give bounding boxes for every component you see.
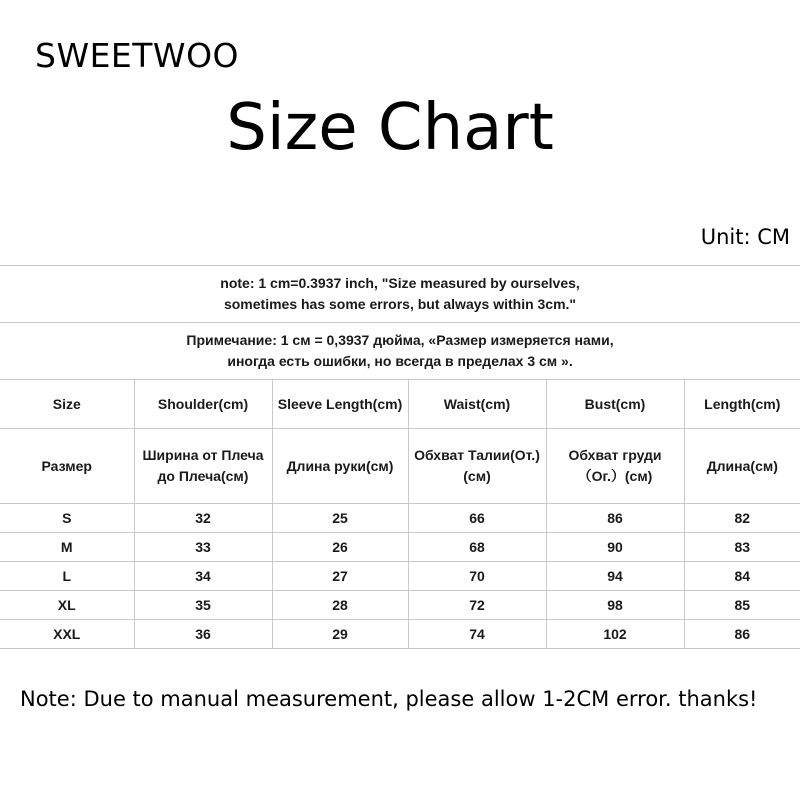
table-row bbox=[0, 504, 800, 533]
shoulder-cell: 36 bbox=[134, 620, 272, 649]
note-russian-row bbox=[0, 323, 800, 380]
sleeve-cell: 27 bbox=[272, 562, 408, 591]
bust-cell: 86 bbox=[546, 504, 684, 533]
length-cell: 82 bbox=[684, 504, 800, 533]
header-sleeve-length-ru: Длина руки(см) bbox=[272, 429, 408, 504]
header-length-ru: Длина(см) bbox=[684, 429, 800, 504]
waist-cell: 74 bbox=[408, 620, 546, 649]
header-row-russian bbox=[0, 429, 800, 504]
length-cell: 86 bbox=[684, 620, 800, 649]
header-size: Size bbox=[0, 380, 134, 429]
table-row bbox=[0, 533, 800, 562]
length-cell: 84 bbox=[684, 562, 800, 591]
header-waist: Waist(cm) bbox=[408, 380, 546, 429]
table-row bbox=[0, 562, 800, 591]
waist-cell: 72 bbox=[408, 591, 546, 620]
table-row bbox=[0, 620, 800, 649]
note-russian-line: Примечание: 1 см = 0,3937 дюйма, «Размер измеряется нами, bbox=[186, 332, 614, 348]
header-shoulder-ru: Ширина от Плеча до Плеча(см) bbox=[134, 429, 272, 504]
size-cell: XL bbox=[0, 591, 134, 620]
header-length: Length(cm) bbox=[684, 380, 800, 429]
waist-cell: 66 bbox=[408, 504, 546, 533]
shoulder-cell: 32 bbox=[134, 504, 272, 533]
table-row bbox=[0, 591, 800, 620]
waist-cell: 70 bbox=[408, 562, 546, 591]
page-title: Size Chart bbox=[226, 91, 554, 165]
header-shoulder: Shoulder(cm) bbox=[134, 380, 272, 429]
bottom-note: Note: Due to manual measurement, please allow 1-2CM error. thanks! bbox=[20, 687, 758, 711]
waist-cell: 68 bbox=[408, 533, 546, 562]
length-cell: 83 bbox=[684, 533, 800, 562]
note-english-row bbox=[0, 266, 800, 323]
sleeve-cell: 26 bbox=[272, 533, 408, 562]
bust-cell: 90 bbox=[546, 533, 684, 562]
note-russian-line: иногда есть ошибки, но всегда в пределах 3 см ». bbox=[227, 353, 573, 369]
note-english-line: note: 1 cm=0.3937 inch, "Size measured by ourselves, bbox=[220, 275, 580, 291]
length-cell: 85 bbox=[684, 591, 800, 620]
header-size-ru: Размер bbox=[0, 429, 134, 504]
bust-cell: 102 bbox=[546, 620, 684, 649]
size-cell: S bbox=[0, 504, 134, 533]
shoulder-cell: 33 bbox=[134, 533, 272, 562]
note-russian bbox=[0, 323, 800, 380]
shoulder-cell: 34 bbox=[134, 562, 272, 591]
brand-name: SWEETWOO bbox=[35, 36, 240, 75]
size-cell: XXL bbox=[0, 620, 134, 649]
bust-cell: 94 bbox=[546, 562, 684, 591]
bust-cell: 98 bbox=[546, 591, 684, 620]
unit-label: Unit: CM bbox=[700, 225, 790, 249]
header-waist-ru: Обхват Талии(От.)(см) bbox=[408, 429, 546, 504]
size-cell: L bbox=[0, 562, 134, 591]
sleeve-cell: 25 bbox=[272, 504, 408, 533]
header-row-english bbox=[0, 380, 800, 429]
note-english-line: sometimes has some errors, but always within 3cm." bbox=[223, 296, 577, 312]
note-english bbox=[0, 266, 800, 323]
shoulder-cell: 35 bbox=[134, 591, 272, 620]
header-bust-ru: Обхват груди （Ог.）(см) bbox=[546, 429, 684, 504]
header-bust: Bust(cm) bbox=[546, 380, 684, 429]
sleeve-cell: 28 bbox=[272, 591, 408, 620]
size-chart-table bbox=[0, 265, 800, 649]
size-cell: M bbox=[0, 533, 134, 562]
sleeve-cell: 29 bbox=[272, 620, 408, 649]
header-sleeve-length: Sleeve Length(cm) bbox=[272, 380, 408, 429]
